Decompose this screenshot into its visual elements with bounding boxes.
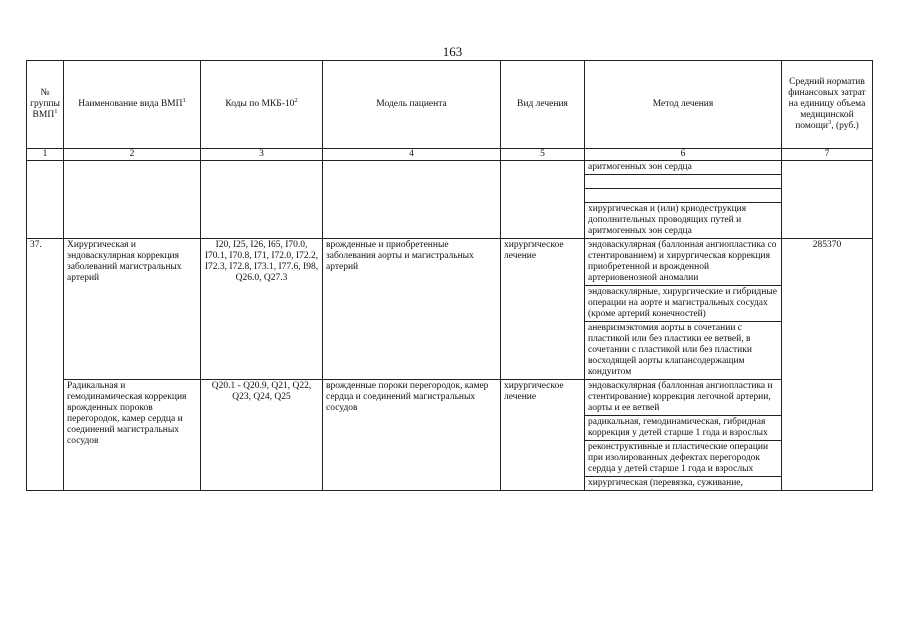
table-row: [27, 161, 873, 175]
column-number: 3: [201, 149, 323, 161]
column-number: 2: [64, 149, 201, 161]
header-patient-model: Модель пациента: [323, 61, 501, 149]
column-number: 4: [323, 149, 501, 161]
column-number: 7: [782, 149, 873, 161]
column-number: 1: [27, 149, 64, 161]
table-header: [27, 61, 873, 161]
icd-codes-cell: [201, 161, 323, 239]
method-cell: эндоваскулярная (баллонная ангиопластика и стентирование) коррекция легочной артерии, аорты и ее ветвей: [585, 380, 782, 416]
header-financial-norm: Средний норматив финансовых затрат на единицу объема медицинской помощи$^3$, (руб.): [782, 61, 873, 149]
header-treatment-type: Вид лечения: [501, 61, 585, 149]
table-row: [27, 380, 873, 416]
method-cell: радикальная, гемодинамическая, гибридная коррекция у детей старше 1 года и взрослых: [585, 416, 782, 441]
column-number: 6: [585, 149, 782, 161]
group-number-cell: 37.: [27, 239, 64, 491]
vmp-name-cell: [64, 161, 201, 239]
financial-norm-cell: 285370: [782, 239, 873, 491]
method-cell: аневризмэктомия аорты в сочетании с пластикой или без пластики ее ветвей, в сочетании с пластикой или без пластики восходящей аорты клапансодержащим кондуитом: [585, 322, 782, 380]
patient-model-cell: врожденные и приобретенные заболевания аорты и магистральных артерий: [323, 239, 501, 380]
method-cell: эндоваскулярная (баллонная ангиопластика со стентированием) и хирургическая коррекция приобретенной и врожденной артериовенозной аномалии: [585, 239, 782, 286]
vmp-name-cell: Хирургическая и эндоваскулярная коррекция заболеваний магистральных артерий: [64, 239, 201, 380]
method-cell: реконструктивные и пластические операции при изолированных дефектах перегородок сердца у детей старше 1 года и взрослых: [585, 441, 782, 477]
column-number: 5: [501, 149, 585, 161]
patient-model-cell: врожденные пороки перегородок, камер сердца и соединений магистральных сосудов: [323, 380, 501, 491]
header-group-number: № группы ВМП$^1$: [27, 61, 64, 149]
patient-model-cell: [323, 161, 501, 239]
group-number-cell: [27, 161, 64, 239]
column-numbers-row: [27, 149, 873, 161]
icd-codes-cell: Q20.1 - Q20.9, Q21, Q22, Q23, Q24, Q25: [201, 380, 323, 491]
vmp-name-cell: Радикальная и гемодинамическая коррекция врожденных пороков перегородок, камер сердца и соединений магистральных сосудов: [64, 380, 201, 491]
method-cell: хирургическая и (или) криодеструкция дополнительных проводящих путей и аритмогенных зон сердца: [585, 203, 782, 239]
header-vmp-name: Наименование вида ВМП$^1$: [64, 61, 201, 149]
method-cell: [585, 175, 782, 189]
method-cell: [585, 189, 782, 203]
table-row: [27, 239, 873, 286]
treatment-type-cell: хирургическое лечение: [501, 239, 585, 380]
vmp-table: [26, 60, 873, 491]
icd-codes-cell: I20, I25, I26, I65, I70.0, I70.1, I70.8, I71, I72.0, I72.2, I72.3, I72.8, I73.1, I77.6, I98, Q26.0, Q27.3: [201, 239, 323, 380]
financial-norm-cell: [782, 161, 873, 239]
header-treatment-method: Метод лечения: [585, 61, 782, 149]
method-cell: эндоваскулярные, хирургические и гибридные операции на аорте и магистральных сосудах (кроме артерий конечностей): [585, 286, 782, 322]
header-icd-codes: Коды по МКБ-$10^2$: [201, 61, 323, 149]
treatment-type-cell: [501, 161, 585, 239]
page-number: 163: [442, 44, 463, 59]
method-cell: хирургическая (перевязка, суживание,: [585, 477, 782, 491]
method-cell: аритмогенных зон сердца: [585, 161, 782, 175]
treatment-type-cell: хирургическое лечение: [501, 380, 585, 491]
